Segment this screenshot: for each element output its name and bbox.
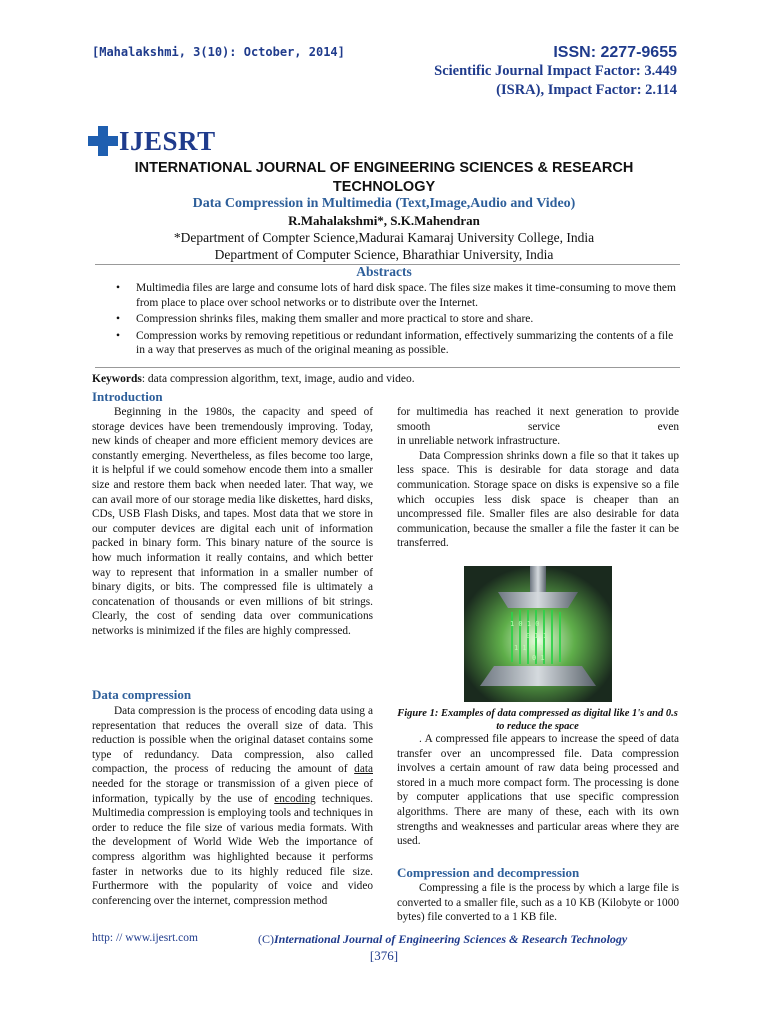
svg-text:1 0 1 0: 1 0 1 0 bbox=[510, 620, 540, 628]
encoding-link[interactable]: encoding bbox=[274, 792, 316, 805]
keywords-text: : data compression algorithm, text, image, audio and video. bbox=[141, 373, 415, 385]
paragraph: for multimedia has reached it next generation to provide smooth service even bbox=[397, 406, 679, 433]
affiliation-2: Department of Computer Science, Bharathiar University, India bbox=[214, 247, 554, 262]
abstract-heading: Abstracts bbox=[356, 264, 412, 279]
keywords-label: Keywords bbox=[92, 373, 142, 385]
abstract-list bbox=[110, 281, 682, 360]
issn: ISSN: 2277-9655 bbox=[553, 44, 677, 61]
impact-factor-1: Scientific Journal Impact Factor: 3.449 bbox=[434, 63, 677, 79]
impact-factor-2: (ISRA), Impact Factor: 2.114 bbox=[496, 82, 677, 98]
authors: R.Mahalakshmi*, S.K.Mahendran bbox=[288, 213, 480, 228]
right-column-mid bbox=[397, 732, 679, 849]
copyright-mark: (C) bbox=[258, 932, 274, 946]
footer-copyright bbox=[258, 932, 627, 947]
section-heading-data-compression: Data compression bbox=[92, 687, 192, 702]
abstract-item: • Compression shrinks files, making them smaller and more practical to store and share. bbox=[110, 312, 682, 327]
data-compression-text bbox=[92, 704, 373, 908]
header-right bbox=[434, 43, 677, 100]
journal-name-line2: TECHNOLOGY bbox=[332, 179, 436, 195]
footer-url[interactable]: http: // www.ijesrt.com bbox=[92, 932, 198, 944]
text-span: needed for the storage or transmission of a given piece of information, typically by the use of bbox=[92, 777, 373, 805]
paper-title: Data Compression in Multimedia (Text,Image,Audio and Video) bbox=[192, 196, 576, 211]
figure-image bbox=[464, 566, 612, 702]
footer-journal: International Journal of Engineering Sciences & Research Technology bbox=[274, 932, 628, 946]
paragraph: . A compressed file appears to increase the speed of data transfer over an uncompressed file. Data compression involves a certain amount of raw data being processed and stored in a much more compact form. The processing is done by computer applications that use specific compression algorithms. There are many of these, each with its own strengths and weaknesses and particular areas where they are used. bbox=[397, 733, 679, 848]
paragraph: Compressing a file is the process by which a large file is converted to a smaller file, such as a 10 KB (Kilobyte or 1000 bytes) file converted to a 1 KB file. bbox=[397, 882, 679, 924]
introduction-text bbox=[92, 405, 373, 639]
abstract-item: • Multimedia files are large and consume lots of hard disk space. The files size makes it time-consuming to move them from place to place over school networks or to distribute over the Internet. bbox=[110, 281, 682, 310]
right-column-bottom bbox=[397, 881, 679, 925]
svg-text:0 1: 0 1 bbox=[532, 654, 545, 662]
paragraph: Data Compression shrinks down a file so that it takes up less space. This is desirable for data storage and data communication. Storage space on disks is expensive so a file which occupies less disk space is cheaper than an uncompressed file. Smaller files are also desirable for data communication, because the smaller a file the faster it can be transferred. bbox=[397, 449, 679, 550]
section-heading-compression-decompression: Compression and decompression bbox=[397, 865, 580, 880]
paragraph: in unreliable network infrastructure. bbox=[397, 435, 561, 448]
abstract-item: • Compression works by removing repetitious or redundant information, effectively summarizing the contents of a file in a way that preserves as much of the original meaning as possible. bbox=[110, 329, 682, 358]
text-span: Data compression is the process of encoding data using a representation that reduces the overall size of data. This reduction is possible when the original dataset contains some type of redundancy. Data compression, also called compaction, the process of reducing the amount of bbox=[92, 705, 373, 776]
figure-caption: Figure 1: Examples of data compressed as digital like 1's and 0.s to reduce the space bbox=[397, 708, 678, 732]
svg-text:0 1 1: 0 1 1 bbox=[526, 632, 548, 640]
paragraph: Beginning in the 1980s, the capacity and speed of storage devices have been tremendously improving. Today, new kinds of cheaper and more efficient memory devices are constantly emerging. Nevertheless, as files become too large, it is helpful if we could somehow encode them into a smaller size and restore them back when needed later. That way, we can avail more of our storage media like diskettes, hard disks, CDs, USB Flash Disks, and tapes. Most data that we store in our computer devices are digital each unit of information packed in binary form. This binary nature of the source is how much information it really contains, and which better way to represent that information in a smaller number of binary digits, or bits. The compressed file is ultimately a concatenation of thousands or even millions of bit strings. Clearly, the cost of sending data over communications networks is minimized if the files are highly compressed. bbox=[92, 406, 373, 637]
affiliation-1: *Department of Compter Science,Madurai Kamaraj University College, India bbox=[173, 230, 595, 245]
section-heading-introduction: Introduction bbox=[92, 389, 163, 404]
divider bbox=[95, 367, 680, 368]
data-link[interactable]: data bbox=[354, 763, 373, 776]
paragraph bbox=[92, 704, 373, 908]
svg-text:1 1 0 1: 1 1 0 1 bbox=[514, 644, 544, 652]
plus-cross-icon bbox=[88, 126, 118, 156]
page-number: [376] bbox=[369, 948, 399, 963]
journal-name-line1: INTERNATIONAL JOURNAL OF ENGINEERING SCIENCES & RESEARCH bbox=[134, 160, 634, 176]
journal-name bbox=[110, 159, 658, 197]
right-column-top bbox=[397, 405, 679, 551]
text-span: techniques. Multimedia compression is employing tools and techniques in order to reduce the file size of various media formats. With the development of World Wide Web the importance of compress algorithm was highlighted because it performs faster in networks due to its highly reduced file size. Furthermore with the popularity of voice and video conferencing over the internet, compression method bbox=[92, 792, 373, 907]
journal-logo bbox=[88, 122, 216, 160]
logo-text: IJESRT bbox=[119, 126, 216, 156]
citation: [Mahalakshmi, 3(10): October, 2014] bbox=[92, 45, 345, 59]
keywords bbox=[92, 373, 415, 385]
